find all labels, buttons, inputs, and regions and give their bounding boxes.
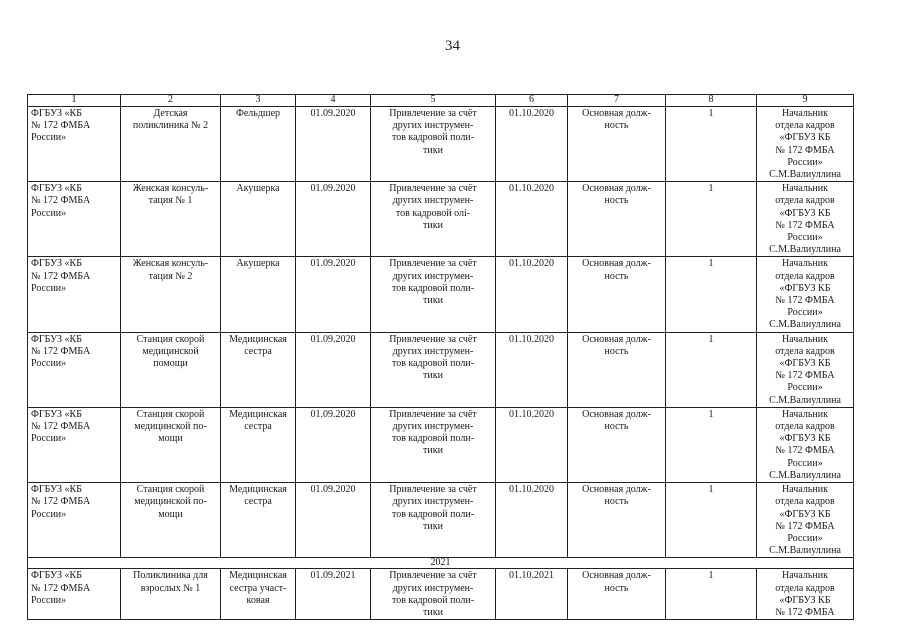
end-date-cell: 01.10.2020 (496, 107, 568, 182)
responsible-cell: Начальник отдела кадров «ФГБУЗ КБ № 172 ФМБА России» С.М.Валиуллина (757, 182, 854, 257)
table-row (28, 182, 854, 257)
organization-cell: ФГБУЗ «КБ № 172 ФМБА России» (28, 407, 121, 482)
position-cell: Медицинская сестра (221, 483, 296, 558)
count-cell: 1 (666, 107, 757, 182)
department-cell: Станция скорой медицинской по- мощи (121, 407, 221, 482)
employment-type-cell: Основная долж- ность (568, 483, 666, 558)
count-cell: 1 (666, 569, 757, 620)
responsible-cell: Начальник отдела кадров «ФГБУЗ КБ № 172 ФМБА России» С.М.Валиуллина (757, 332, 854, 407)
organization-cell: ФГБУЗ «КБ № 172 ФМБА России» (28, 182, 121, 257)
method-cell: Привлечение за счёт других инструмен- тов кадровой поли- тики (371, 407, 496, 482)
organization-cell: ФГБУЗ «КБ № 172 ФМБА России» (28, 483, 121, 558)
responsible-cell: Начальник отдела кадров «ФГБУЗ КБ № 172 ФМБА России» С.М.Валиуллина (757, 483, 854, 558)
responsible-cell: Начальник отдела кадров «ФГБУЗ КБ № 172 ФМБА России» С.М.Валиуллина (757, 107, 854, 182)
end-date-cell: 01.10.2020 (496, 483, 568, 558)
end-date-cell: 01.10.2020 (496, 407, 568, 482)
start-date-cell: 01.09.2020 (296, 107, 371, 182)
header-cell: 8 (666, 95, 757, 107)
start-date-cell: 01.09.2020 (296, 407, 371, 482)
header-cell: 3 (221, 95, 296, 107)
end-date-cell: 01.10.2020 (496, 332, 568, 407)
department-cell: Женская консуль- тация № 2 (121, 257, 221, 332)
table-row (28, 569, 854, 620)
start-date-cell: 01.09.2021 (296, 569, 371, 620)
employment-type-cell: Основная долж- ность (568, 332, 666, 407)
staffing-table (27, 94, 854, 620)
employment-type-cell: Основная долж- ность (568, 107, 666, 182)
employment-type-cell: Основная долж- ность (568, 257, 666, 332)
method-cell: Привлечение за счёт других инструмен- тов кадровой олі- тики (371, 182, 496, 257)
employment-type-cell: Основная долж- ность (568, 569, 666, 620)
header-cell: 7 (568, 95, 666, 107)
start-date-cell: 01.09.2020 (296, 332, 371, 407)
header-cell: 5 (371, 95, 496, 107)
header-cell: 4 (296, 95, 371, 107)
year-separator-row (28, 558, 854, 569)
header-cell: 2 (121, 95, 221, 107)
method-cell: Привлечение за счёт других инструмен- тов кадровой поли- тики (371, 257, 496, 332)
department-cell: Детская поликлиника № 2 (121, 107, 221, 182)
start-date-cell: 01.09.2020 (296, 483, 371, 558)
header-row (28, 95, 854, 107)
end-date-cell: 01.10.2020 (496, 257, 568, 332)
method-cell: Привлечение за счёт других инструмен- тов кадровой поли- тики (371, 107, 496, 182)
count-cell: 1 (666, 182, 757, 257)
table-row (28, 407, 854, 482)
department-cell: Женская консуль- тация № 1 (121, 182, 221, 257)
header-cell: 1 (28, 95, 121, 107)
start-date-cell: 01.09.2020 (296, 257, 371, 332)
start-date-cell: 01.09.2020 (296, 182, 371, 257)
position-cell: Акушерка (221, 182, 296, 257)
page-number: 34 (445, 38, 460, 54)
method-cell: Привлечение за счёт других инструмен- тов кадровой поли- тики (371, 569, 496, 620)
end-date-cell: 01.10.2020 (496, 182, 568, 257)
employment-type-cell: Основная долж- ность (568, 407, 666, 482)
method-cell: Привлечение за счёт других инструмен- тов кадровой поли- тики (371, 483, 496, 558)
header-cell: 6 (496, 95, 568, 107)
count-cell: 1 (666, 257, 757, 332)
table-row (28, 332, 854, 407)
department-cell: Поликлиника для взрослых № 1 (121, 569, 221, 620)
department-cell: Станция скорой медицинской помощи (121, 332, 221, 407)
position-cell: Медицинская сестра (221, 407, 296, 482)
position-cell: Медицинская сестра (221, 332, 296, 407)
position-cell: Медицинская сестра участ- ковая (221, 569, 296, 620)
organization-cell: ФГБУЗ «КБ № 172 ФМБА России» (28, 257, 121, 332)
method-cell: Привлечение за счёт других инструмен- тов кадровой поли- тики (371, 332, 496, 407)
position-cell: Акушерка (221, 257, 296, 332)
organization-cell: ФГБУЗ «КБ № 172 ФМБА России» (28, 569, 121, 620)
organization-cell: ФГБУЗ «КБ № 172 ФМБА России» (28, 332, 121, 407)
year-label: 2021 (28, 558, 854, 569)
count-cell: 1 (666, 332, 757, 407)
employment-type-cell: Основная долж- ность (568, 182, 666, 257)
count-cell: 1 (666, 407, 757, 482)
organization-cell: ФГБУЗ «КБ № 172 ФМБА России» (28, 107, 121, 182)
table-row (28, 483, 854, 558)
position-cell: Фельдшер (221, 107, 296, 182)
responsible-cell: Начальник отдела кадров «ФГБУЗ КБ № 172 ФМБА (757, 569, 854, 620)
responsible-cell: Начальник отдела кадров «ФГБУЗ КБ № 172 ФМБА России» С.М.Валиуллина (757, 257, 854, 332)
end-date-cell: 01.10.2021 (496, 569, 568, 620)
count-cell: 1 (666, 483, 757, 558)
header-cell: 9 (757, 95, 854, 107)
responsible-cell: Начальник отдела кадров «ФГБУЗ КБ № 172 ФМБА России» С.М.Валиуллина (757, 407, 854, 482)
table-row (28, 107, 854, 182)
department-cell: Станция скорой медицинской по- мощи (121, 483, 221, 558)
table-body (28, 107, 854, 620)
table-row (28, 257, 854, 332)
